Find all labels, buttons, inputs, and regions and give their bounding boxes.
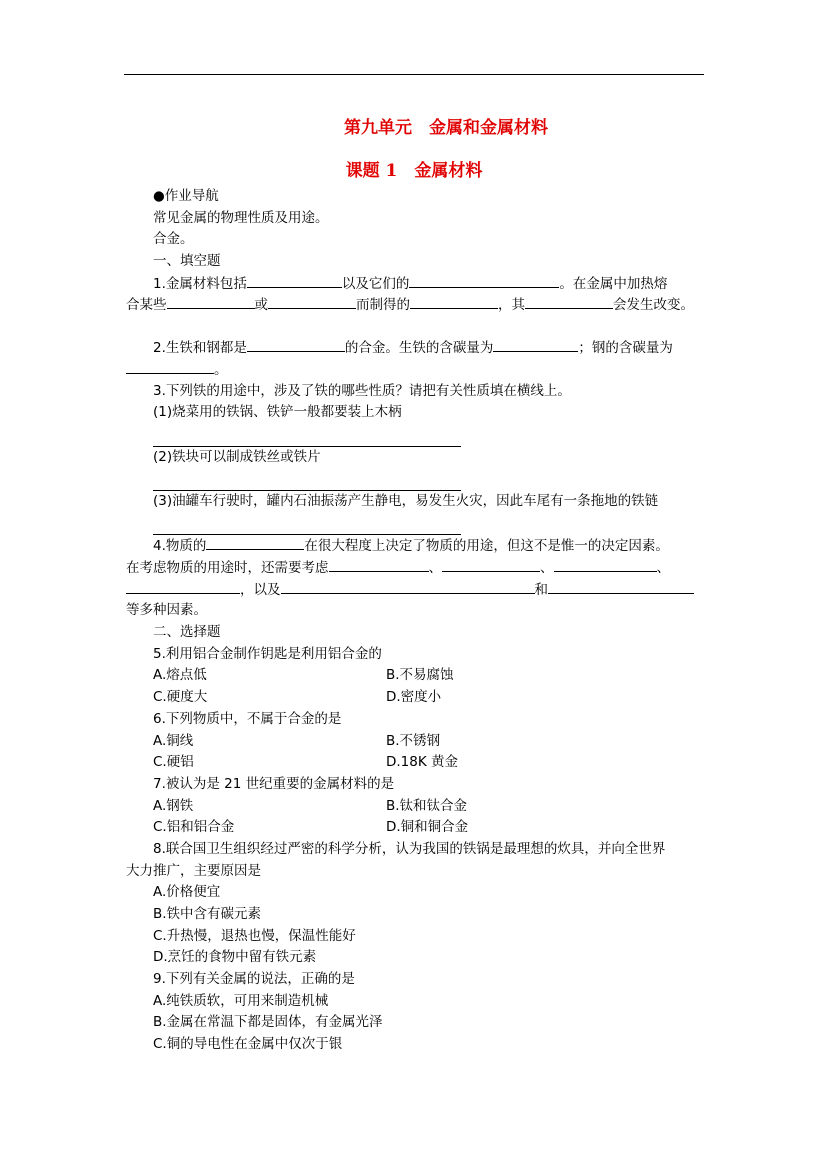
question-2-line-1: 2.生铁和钢都是 的合金。生铁的含碳量为 ；钢的含碳量为 — [126, 337, 704, 359]
question-5-stem: 5.利用铝合金制作钥匙是利用铝合金的 — [153, 645, 382, 662]
option-d[interactable]: D.密度小 — [386, 689, 442, 706]
answer-blank[interactable] — [525, 294, 613, 309]
answer-blank[interactable] — [409, 273, 559, 288]
option-a[interactable]: A.纯铁质软，可用来制造机械 — [153, 992, 329, 1009]
question-3-part-1: (1)烧菜用的铁锅、铁铲一般都要装上木柄 — [153, 404, 402, 421]
answer-blank[interactable] — [247, 273, 342, 288]
question-1-line-2: 合某些 或 而制得的 ，其 会发生改变。 — [126, 294, 704, 316]
answer-blank[interactable] — [442, 557, 540, 572]
question-6-stem: 6.下列物质中，不属于合金的是 — [153, 710, 342, 727]
option-a[interactable]: A.熔点低 — [153, 667, 207, 684]
question-4-line-1: 4.物质的 在很大程度上决定了物质的用途，但这不是惟一的决定因素。 — [126, 535, 704, 557]
guide-heading: ●作业导航 — [153, 188, 219, 204]
answer-blank[interactable] — [268, 294, 356, 309]
answer-line[interactable] — [153, 424, 461, 447]
option-d[interactable]: D.18K 黄金 — [386, 754, 459, 771]
option-b[interactable]: B.金属在常温下都是固体，有金属光泽 — [153, 1014, 383, 1031]
option-b[interactable]: B.钛和钛合金 — [386, 797, 468, 814]
option-c[interactable]: C.硬铝 — [153, 754, 194, 771]
question-3-stem: 3.下列铁的用途中，涉及了铁的哪些性质？请把有关性质填在横线上。 — [153, 382, 571, 399]
answer-blank[interactable] — [167, 294, 255, 309]
answer-blank[interactable] — [493, 337, 578, 352]
answer-blank[interactable] — [281, 579, 535, 594]
answer-blank[interactable] — [126, 579, 240, 594]
question-4-line-3: ，以及 和 — [126, 579, 704, 601]
question-7-stem: 7.被认为是 21 世纪重要的金属材料的是 — [153, 775, 395, 792]
worksheet-body — [126, 186, 704, 1056]
answer-line[interactable] — [153, 468, 461, 491]
option-d[interactable]: D.烹饪的食物中留有铁元素 — [153, 949, 317, 966]
question-3-part-3: (3)油罐车行驶时，罐内石油振荡产生静电，易发生火灾，因此车尾有一条拖地的铁链 — [153, 492, 659, 509]
option-b[interactable]: B.不锈钢 — [386, 732, 441, 749]
option-c[interactable]: C.铜的导电性在金属中仅次于银 — [153, 1036, 343, 1053]
guide-point-2: 合金。 — [153, 231, 194, 248]
option-c[interactable]: C.铝和铝合金 — [153, 819, 235, 836]
answer-blank[interactable] — [247, 337, 345, 352]
answer-blank[interactable] — [410, 294, 498, 309]
answer-blank[interactable] — [126, 359, 214, 374]
answer-line[interactable] — [153, 513, 461, 536]
question-1-line-1: 1.金属材料包括 以及它们的 。在金属中加热熔 — [126, 273, 704, 295]
header-rule — [124, 74, 704, 75]
question-3-part-2: (2)铁块可以制成铁丝或铁片 — [153, 448, 321, 465]
option-a[interactable]: A.价格便宜 — [153, 884, 221, 901]
section-multiple-choice: 二、选择题 — [153, 624, 221, 641]
unit-title: 第九单元 金属和金属材料 — [344, 118, 548, 138]
question-8-stem-2: 大力推广，主要原因是 — [126, 862, 261, 879]
answer-blank[interactable] — [329, 557, 429, 572]
answer-blank[interactable] — [548, 579, 694, 594]
question-9-stem: 9.下列有关金属的说法，正确的是 — [153, 971, 355, 988]
lesson-title: 课题 1 金属材料 — [345, 161, 483, 181]
option-b[interactable]: B.不易腐蚀 — [386, 667, 454, 684]
question-4-line-4: 等多种因素。 — [126, 602, 207, 619]
question-8-stem-1: 8.联合国卫生组织经过严密的科学分析，认为我国的铁锅是最理想的炊具，并向全世界 — [153, 840, 666, 857]
answer-blank[interactable] — [554, 557, 657, 572]
option-c[interactable]: C.硬度大 — [153, 689, 208, 706]
option-d[interactable]: D.铜和铜合金 — [386, 819, 469, 836]
question-2-line-2: 。 — [126, 359, 704, 381]
option-b[interactable]: B.铁中含有碳元素 — [153, 906, 262, 922]
question-4-line-2: 在考虑物质的用途时，还需要考虑 、 、 、 — [126, 557, 704, 579]
option-a[interactable]: A.铜线 — [153, 732, 194, 749]
answer-blank[interactable] — [206, 535, 304, 550]
option-a[interactable]: A.钢铁 — [153, 797, 194, 814]
section-fill-in: 一、填空题 — [153, 253, 221, 270]
option-c[interactable]: C.升热慢，退热也慢，保温性能好 — [153, 927, 356, 944]
guide-point-1: 常见金属的物理性质及用途。 — [153, 209, 329, 226]
